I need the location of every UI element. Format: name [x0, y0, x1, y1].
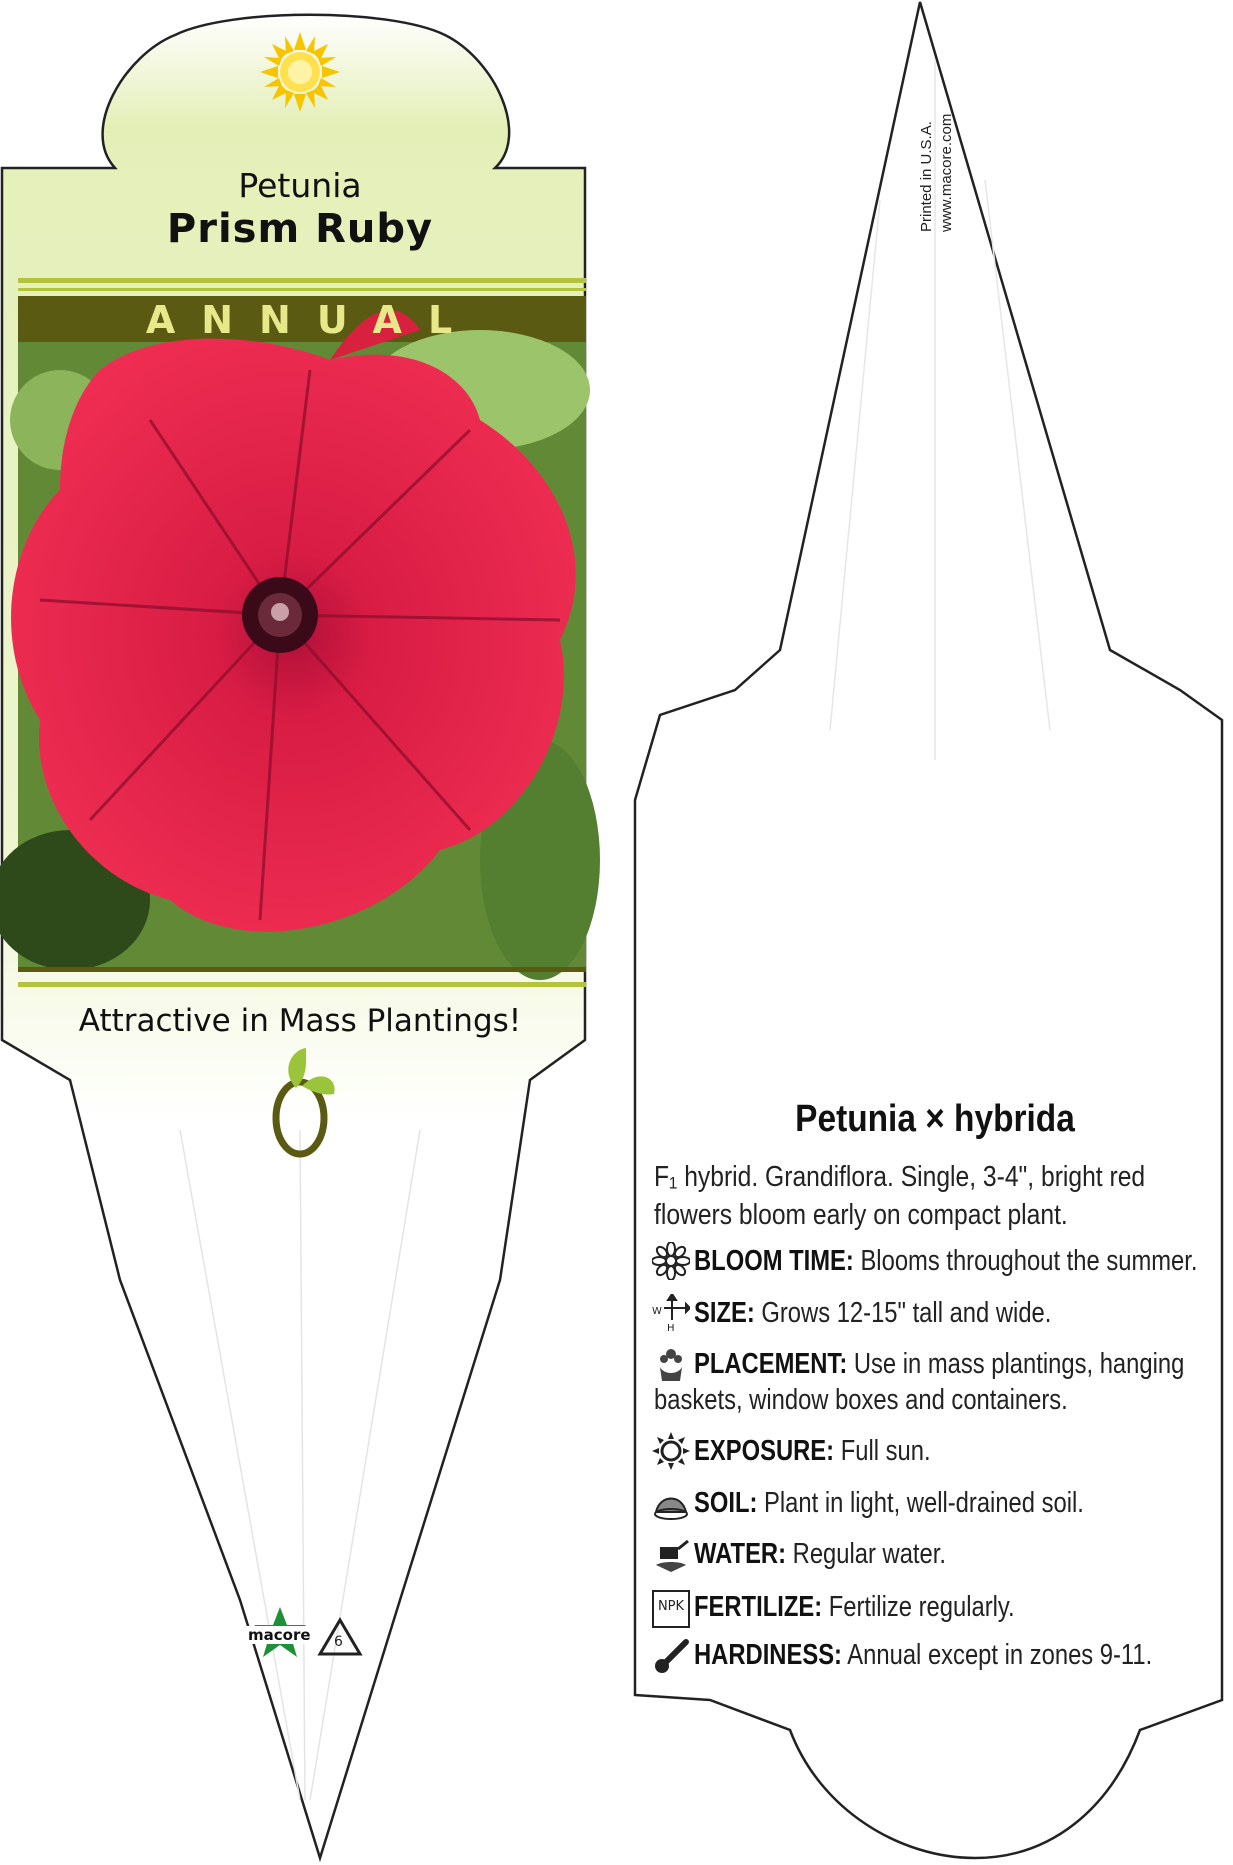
hardiness-value: Annual except in zones 9-11. — [847, 1638, 1153, 1671]
attribute-exposure — [652, 1432, 983, 1470]
attribute-placement — [652, 1345, 1233, 1383]
attribute-soil — [652, 1484, 1170, 1522]
svg-text:W: W — [652, 1306, 662, 1317]
sun-icon — [260, 32, 340, 112]
bloom-time-label: BLOOM TIME: — [694, 1244, 854, 1277]
soil-label: SOIL: — [694, 1486, 758, 1519]
thermometer-icon — [652, 1636, 690, 1674]
sun-exposure-icon — [652, 1432, 690, 1470]
printed-in-label: Printed in U.S.A. — [918, 121, 935, 232]
soil-icon — [652, 1484, 690, 1522]
size-icon — [652, 1294, 690, 1332]
placement-icon — [652, 1345, 690, 1383]
bloom-time-value: Blooms throughout the summer. — [860, 1244, 1198, 1277]
placement-value-cont: baskets, window boxes and containers. — [654, 1384, 1068, 1416]
fertilize-label: FERTILIZE: — [694, 1590, 823, 1623]
variety-name: Prism Ruby — [166, 206, 434, 252]
fertilize-value: Fertilize regularly. — [828, 1590, 1015, 1623]
size-value: Grows 12-15" tall and wide. — [761, 1296, 1052, 1329]
tagline: Attractive in Mass Plantings! — [78, 1003, 522, 1039]
category-label: ANNUAL — [145, 298, 479, 342]
attribute-bloom-time — [652, 1242, 1233, 1280]
placement-value: Use in mass plantings, hanging — [853, 1347, 1185, 1380]
attribute-fertilize — [652, 1586, 1085, 1628]
attribute-hardiness — [652, 1636, 1233, 1674]
description: F₁ hybrid. Grandiflora. Single, 3-4", bright red flowers bloom early on compact plant. — [654, 1161, 1146, 1231]
flower-photo — [0, 310, 600, 980]
water-value: Regular water. — [792, 1537, 946, 1570]
attribute-size — [652, 1294, 1130, 1332]
attribute-water — [652, 1535, 1001, 1573]
water-label: WATER: — [694, 1537, 787, 1570]
flower-icon — [652, 1242, 690, 1280]
exposure-label: EXPOSURE: — [694, 1434, 835, 1467]
placement-label: PLACEMENT: — [694, 1347, 848, 1380]
svg-text:H: H — [667, 1323, 675, 1332]
botanical-name: Petunia × hybrida — [795, 1098, 1075, 1140]
size-label: SIZE: — [694, 1296, 755, 1329]
watering-can-icon — [652, 1535, 690, 1573]
soil-value: Plant in light, well-drained soil. — [764, 1486, 1084, 1519]
npk-icon: NPK — [652, 1590, 690, 1628]
common-name: Petunia — [238, 166, 362, 205]
recycle-number: 6 — [334, 1634, 343, 1650]
macore-logo-text: macore — [248, 1626, 311, 1644]
back-tag-shape — [635, 2, 1222, 1858]
hardiness-label: HARDINESS: — [694, 1638, 842, 1671]
website-label: www.macore.com — [938, 113, 955, 232]
exposure-value: Full sun. — [840, 1434, 931, 1467]
